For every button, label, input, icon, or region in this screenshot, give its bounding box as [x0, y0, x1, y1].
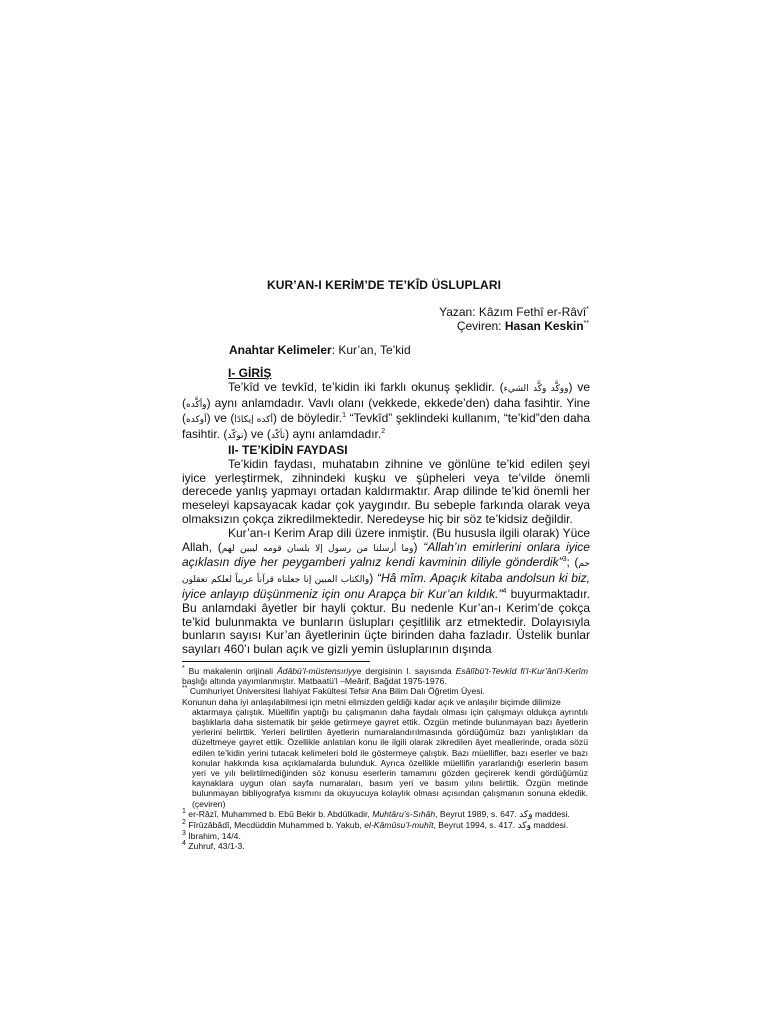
footnote-mark: 2 [182, 819, 186, 827]
text-run: Bu makalenin orijinali [184, 666, 277, 676]
footnote-mark: * [182, 665, 185, 673]
book-title: el-Kâmûsu’l-muhît [364, 820, 434, 831]
text-run: ) aynı anlamdadır. Vavlı olanı (vekkede, ekkede’den) daha fasihtir. Yine ( [182, 395, 590, 426]
footnote-mark: 3 [182, 830, 186, 838]
footnotes [182, 666, 588, 852]
text-run: ) ve ( [243, 427, 271, 442]
text-run: maddesi. [530, 820, 569, 831]
footnote-mark: ** [182, 685, 188, 693]
footnote-1 [182, 809, 588, 820]
text-run: Cumhuriyet Üniversitesi İlahiyat Fakültesi Tefsir Ana Bilim Dalı Öğretim Üyesi. [187, 686, 485, 697]
text-run: ) ve ( [182, 379, 590, 410]
keywords-label: Anahtar Kelimeler [229, 343, 332, 357]
text-run: ) [369, 571, 377, 586]
arabic-verse: وما أرسلنا من رسول إلا بلسان قومه ليبين لهم [221, 543, 414, 554]
footnote-mark: 1 [182, 807, 186, 815]
author-name: Yazan: Kâzım Fethî er-Râvî [439, 305, 587, 319]
book-title: Muhtâru’s-Sıhâh [372, 808, 436, 819]
text-run: Kur’an-ı Kerim Arap dili üzere inmiştir. (Bu hususla ilgili olarak) Yüce Allah, ( [182, 525, 590, 554]
footnote-ref-1: 1 [342, 412, 347, 420]
footnote-mark: 4 [182, 840, 186, 848]
text-run: ) aynı anlamdadır. [285, 427, 382, 442]
text-run: ) ve ( [206, 411, 235, 426]
arabic-text: تأكّد [270, 431, 286, 442]
footnote-ref-3: 3 [562, 556, 567, 564]
journal-title: Âdâbü’l-müstensıriyye [276, 666, 362, 676]
arabic-text: أكده إيكادًا [234, 415, 273, 426]
footnote-separator [182, 661, 370, 662]
text-run: Fîrûzâbâdî, Mecdüddin Muhammed b. Yakub, [185, 820, 365, 831]
footnote-2 [182, 820, 588, 831]
paragraph-1 [182, 381, 590, 444]
text-run: ; ( [566, 555, 579, 570]
translator-name: Hasan Keskin [504, 319, 584, 333]
paragraph-3 [182, 527, 590, 657]
section-heading-faydasi: II- TE’KİDİN FAYDASI [228, 442, 348, 457]
text-run: ) de böyledir. [272, 411, 343, 426]
translator-note-first-line: Konunun daha iyi anlaşılabilmesi için metni elimizden geldiği kadar açık ve anlaşılır biçimde dilimize [182, 696, 561, 707]
footnote-ref-4: 4 [502, 587, 507, 595]
text-run: dergisinin I. sayısında [361, 666, 456, 676]
text-run: er-Râzî, Muhammed b. Ebû Bekir b. Abdülkadir, [185, 808, 373, 819]
arabic-text: وأكَّده [186, 399, 207, 410]
keywords-line [229, 343, 411, 357]
verse-translation: “Allah’ın emirlerini onlara iyice açıklasın diye her peygamberi yalnız kendi kavminin diliyle gönderdik” [182, 539, 590, 570]
text-run: Te’kîd ve tevkîd, te’kidin iki farklı okunuş şeklidir. ( [228, 379, 504, 394]
footnote-4 [182, 841, 588, 851]
arabic-text: توكّد [227, 431, 244, 442]
verse-translation: “Hâ mîm. Apaçık kitaba andolsun ki biz, iyice anlayıp düşünmeniz için onu Arapça bir Kur’an kıldık.” [182, 571, 590, 601]
translator-note: aktarmaya çalıştık. Müellifin yaptığı bu çalışmanın daha faydalı olması için çalışmayı oldukça ayrıntılı başlıklarla daha sistematik bir şekle getirmeye gayret ettik. Özgün metinde bulunmayan bazı âyetlerin yerlerini belirttik. Yerleri belirtilen âyetlerin numaralandırılmasında gördüğümüz bazı yanlışlıkları da düzeltmeye gayret ettik. Özellikle anlatılan konu ile ilgili olarak zikredilen âyet meallerinde, orada sözü edilen te’kidin yerini tutacak kelimeleri bold ile göstermeye çalıştık. Bazı müellifler, bazı eserler ve bazı konular hakkında kısa açıklamalarda bulunduk. Ayrıca özellikle müellifin yararlandığı eserlerin basım yeri ve yılı belirtilmediğinden söz konusu eserlerin tamamını gözden geçirerek kendi gördüğümüz kaynaklara uygun olan sayfa numaraları, basım yeri ve basım yılını belirttik. Özgün metinde bulunmayan bibliyografya kısmını da okuyucuya kolaylık olması açısından çalışmanın sonuna ekledik. (çeviren) [192, 706, 588, 809]
text-run: , Beyrut 1994, s. 417. [433, 820, 518, 831]
author-block [439, 305, 589, 333]
translator-label: Çeviren: [456, 319, 505, 333]
text-run: ) [413, 539, 424, 554]
text-run: buyurmaktadır. Bu anlamdaki âyetler bir hayli çoktur. Bu nedenle Kur’an-ı Kerim’de çokça te’kid bulunmakta ve bunların üslupları çeşitlilik arz etmektedir. Dolayısıyla bunların sayısı Kur’an âyetlerinin üçte birinden daha fazladır. Üstelik bunlar sayıları 460’ı bulan açık ve gizli yemin üsluplarının dışında [182, 586, 590, 657]
arabic-verse: حم والكتاب المبين إنا جعلناه قرآناً عربياً لعلكم تعقلون [182, 559, 590, 586]
article-title: KUR’AN-I KERİM’DE TE’KÎD ÜSLUPLARI [266, 278, 502, 292]
footnote-3 [182, 831, 588, 841]
author-footnote-mark: * [586, 306, 589, 313]
original-title: Esâlîbü’t-Tevkîd fi’l-Kur’âni’l-Kerîm [455, 666, 589, 676]
footnote-double-star [182, 686, 588, 696]
arabic-text: وكد [517, 821, 531, 832]
arabic-text: وكد [519, 809, 533, 820]
keywords-value: : Kur’an, Te’kid [331, 343, 411, 357]
text-run: İbrahim, 14/4. [185, 831, 241, 842]
footnote-star [182, 666, 588, 686]
footnote-ref-2: 2 [381, 428, 386, 436]
text-run: “Tevkîd” şeklindeki kullanım, “te’kid”den daha fasihtir. ( [182, 411, 591, 442]
translator-footnote-mark: ** [583, 320, 589, 327]
section-heading-giris: I- GİRİŞ [228, 366, 272, 380]
arabic-text: ووكَّد وكَّد الشيء [503, 383, 569, 394]
author-line [439, 305, 589, 319]
text-run: Zuhruf, 43/1-3. [185, 841, 245, 852]
arabic-text: أوكده [186, 415, 207, 426]
text-run: maddesi. [532, 808, 570, 819]
translator-line [439, 319, 589, 333]
paragraph-2: Te’kidin faydası, muhatabın zihnine ve gönlüne te’kid edilen şeyi iyice yerleştirmek, zihnindeki kuşku ve şüpheleri veya te’vilde önemli derecede yanlış yapmayı ortadan kaldırmaktır. Arap dilinde te’kid önemli her meseleyi kapsayacak kadar çok yaygındır. Bu sebeple farkında olarak veya olmaksızın çokça zikredilmektedir. Neredeyse hiç bir söz te’kidsiz değildir. [182, 456, 590, 526]
text-run: başlığı altında yayımlanmıştır. Matbaatü’l –Meârif, Bağdat 1975-1976. [182, 676, 447, 687]
text-run: , Beyrut 1989, s. 647. [435, 808, 520, 819]
article-body [182, 367, 590, 657]
